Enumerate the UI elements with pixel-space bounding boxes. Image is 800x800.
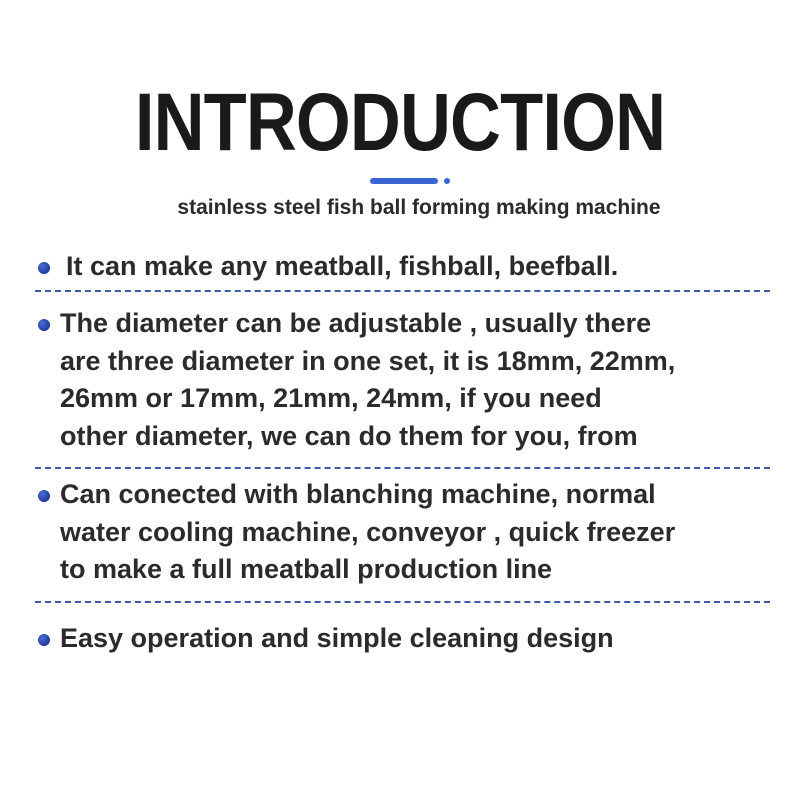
bullet-dot-icon [38, 490, 50, 502]
feature-text: Can conected with blanching machine, normal water cooling machine, conveyor , quick freezer to make a full meatball production line [60, 479, 676, 584]
bullet-dot-icon [38, 262, 50, 274]
feature-text: The diameter can be adjustable , usually there are three diameter in one set, it is 18mm, 22mm, 26mm or 17mm, 21mm, 24mm, if you need other diameter, we can do them for you, from [60, 308, 676, 451]
feature-text: It can make any meatball, fishball, beefball. [66, 251, 619, 281]
page-subtitle: stainless steel fish ball forming making machine [177, 196, 661, 219]
dashed-divider [35, 290, 770, 292]
page-title: INTRODUCTION [134, 77, 666, 168]
dashed-divider [35, 467, 770, 469]
title-accent-bar [370, 178, 438, 184]
title-accent-dot [444, 178, 450, 184]
bullet-dot-icon [38, 634, 50, 646]
dashed-divider [35, 601, 770, 603]
feature-text: Easy operation and simple cleaning design [60, 623, 614, 653]
bullet-dot-icon [38, 319, 50, 331]
